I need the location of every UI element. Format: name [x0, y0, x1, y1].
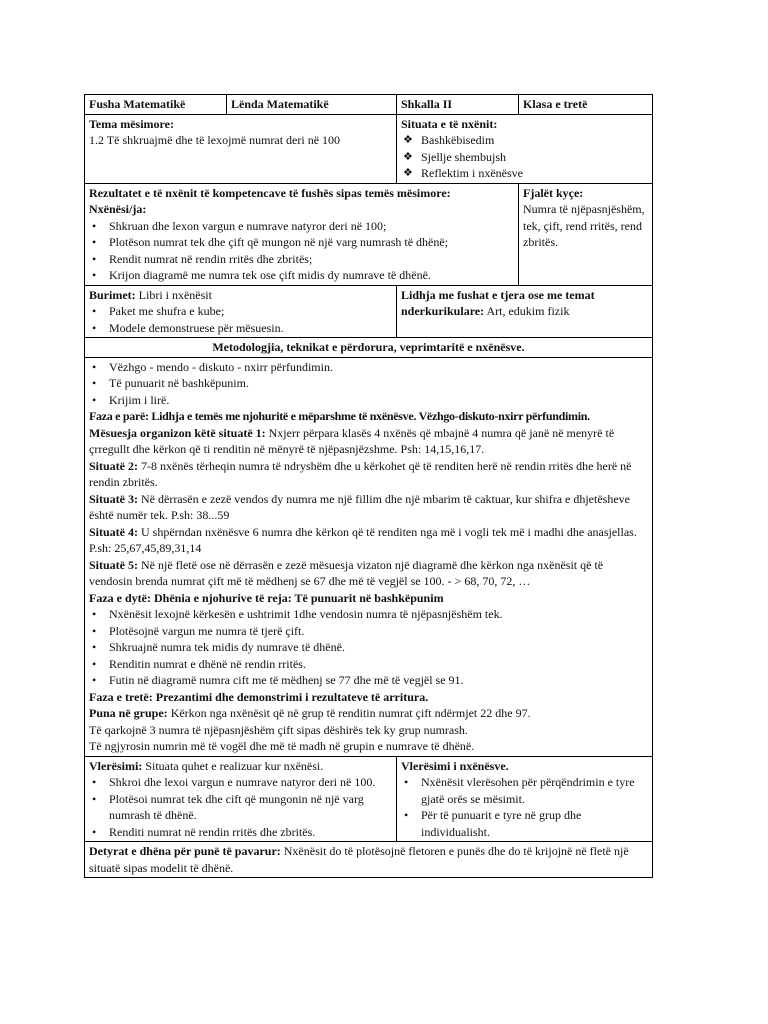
vleresimi-cell: [85, 756, 397, 842]
list-item: • Nxënësit vlerësohen për përqëndrimin e tyre gjatë orës se mësimit.: [401, 774, 648, 807]
list-item: ❖ Sjellje shembujsh: [401, 149, 648, 166]
detyrat-cell: [85, 842, 653, 878]
nxenesi-label: Nxënësi/ja:: [89, 202, 147, 216]
burimet-list: [89, 303, 392, 336]
faza3-line3: Të ngjyrosin numrin më të vogël dhe më të madh në grupin e numrave të dhënë.: [89, 739, 475, 753]
tema-value: 1.2 Të shkruajmë dhe të lexojmë numrat deri në 100: [89, 133, 341, 147]
fusha-cell: Fusha Matematikë: [85, 95, 227, 115]
situata-list: [401, 132, 648, 182]
situata3-text: Në dërrasën e zezë vendos dy numra me një fillim dhe një mbarim të caktuar, kur shifra e dhjetësheve është numër tek. P.sh: 38...59: [89, 491, 630, 522]
tema-cell: [85, 114, 397, 183]
rezultatet-cell: [85, 183, 519, 285]
burimet-cell: [85, 285, 397, 338]
tema-row: [85, 114, 653, 183]
faza1-title: Faza e parë: Lidhja e temës me njohuritë e mëparshme të nxënësve. Vëzhgo-diskuto-nxirr përfundimin.: [89, 409, 590, 423]
vleresimi-nx-label: Vlerësimi i nxënësve.: [401, 758, 509, 773]
faza3-title: Faza e tretë: Prezantimi dhe demonstrimi i rezultateve të arritura.: [89, 689, 429, 704]
burimet-first: Libri i nxënësit: [138, 287, 212, 302]
list-item: • Vëzhgo - mendo - diskuto - nxirr përfundimin.: [89, 359, 648, 376]
situata-label: Situata e të nxënit:: [401, 116, 498, 131]
list-item: • Shkroi dhe lexoi vargun e numrave natyror deri në 100.: [89, 774, 386, 791]
lidhja-cell: [397, 285, 653, 338]
vleresimi-row: [85, 756, 653, 842]
list-item: • Plotësoi numrat tek dhe cift që mungonin në një varg numrash të dhënë.: [89, 791, 386, 824]
klasa-cell: Klasa e tretë: [519, 95, 653, 115]
situata4-label: Situatë 4:: [89, 524, 138, 539]
vleresimi-text: Situata quhet e realizuar kur nxënësi.: [142, 758, 324, 773]
faza2-title: Faza e dytë: Dhënia e njohurive të reja: Të punuarit në bashkëpunim: [89, 590, 444, 605]
situata-cell: [397, 114, 653, 183]
detyrat-row: [85, 842, 653, 878]
rezultatet-row: [85, 183, 653, 285]
situata1-paragraph: [89, 425, 648, 458]
situata1-text: Nxjerr përpara klasës 4 nxënës që mbajnë 4 numra që janë në menyrë të çrregullt dhe kërkon që ti renditin në mënyrë të njëpasnjëzshme. Psh: 14,15,16,17.: [89, 425, 615, 456]
metodologjia-title: Metodologjia, teknikat e përdorura, veprimtaritë e nxënësve.: [85, 338, 653, 358]
lenda-cell: Lënda Matematikë: [227, 95, 397, 115]
situata2-paragraph: [89, 458, 648, 491]
main-body-cell: [85, 357, 653, 756]
situata5-text: Në një fletë ose në dërrasën e zezë mësuesja vizaton një diagramë dhe kërkon nga nxënësit që të vendosin brenda numrat çift më të mëdhenj se 67 dhe më të vegjël se 100. - > 68, 70, 72, …: [89, 557, 604, 588]
list-item: • Nxënësit lexojnë kërkesën e ushtrimit 1dhe vendosin numra të njëpasnjëshëm tek.: [89, 606, 648, 623]
burimet-row: [85, 285, 653, 338]
rezultatet-label: Rezultatet e të nxënit të kompetencave të fushës sipas temës mësimore:: [89, 185, 451, 200]
tema-label: Tema mësimore:: [89, 116, 174, 131]
situata3-paragraph: [89, 491, 648, 524]
list-item: • Modele demonstruese për mësuesin.: [89, 320, 392, 337]
list-item: • Krijim i lirë.: [89, 392, 648, 409]
faza2-list: [89, 606, 648, 689]
list-item: • Paket me shufra e kube;: [89, 303, 392, 320]
lidhja-label: Lidhja me fushat e tjera ose me temat nderkurikulare:: [401, 287, 595, 318]
list-item: • Plotësojnë vargun me numra të tjerë çift.: [89, 623, 648, 640]
fjalet-label: Fjalët kyçe:: [523, 185, 584, 200]
fjalet-cell: [519, 183, 653, 285]
situata2-label: Situatë 2:: [89, 458, 138, 473]
list-item: • Futin në diagramë numra cift me të mëdhenj se 77 dhe më të vegjël se 91.: [89, 672, 648, 689]
detyrat-text: Nxënësit do të plotësojnë fletoren e punës dhe do të krijojnë në fletë një situatë sipas modelit të dhënë.: [89, 844, 629, 875]
burimet-label: Burimet:: [89, 287, 136, 302]
list-item: ❖ Bashkëbisedim: [401, 132, 648, 149]
situata4-paragraph: [89, 524, 648, 557]
list-item: • Për të punuarit e tyre në grup dhe individualisht.: [401, 807, 648, 840]
rezultatet-list: [89, 218, 514, 284]
lesson-plan-table: [84, 94, 653, 878]
vleresimi-nx-list: [401, 774, 648, 840]
list-item: • Renditin numrat e dhënë në rendin rritës.: [89, 656, 648, 673]
list-item: • Plotëson numrat tek dhe çift që mungon në një varg numrash të dhënë;: [89, 234, 514, 251]
list-item: • Krijon diagramë me numra tek ose çift midis dy numrave të dhënë.: [89, 267, 514, 284]
lesson-plan-page: [84, 94, 652, 878]
main-body-row: [85, 357, 653, 756]
metodologjia-title-row: [85, 338, 653, 358]
list-item: • Shkruajnë numra tek midis dy numrave të dhënë.: [89, 639, 648, 656]
situata5-label: Situatë 5:: [89, 557, 138, 572]
situata2-text: 7-8 nxënës tërheqin numra të ndryshëm dhe u kërkohet që të renditen herë në rendin rritës dhe herë në rendin zbritës.: [89, 458, 632, 489]
puna-label: Puna në grupe:: [89, 706, 168, 720]
fjalet-value: Numra të njëpasnjëshëm, tek, çift, rend rritës, rend zbritës.: [523, 202, 645, 249]
vleresimi-label: Vlerësimi:: [89, 758, 143, 773]
faza3-line2: Të qarkojnë 3 numra të njëpasnjëshëm çift sipas dëshirës tek ky grup numrash.: [89, 722, 468, 737]
metodologjia-list: [89, 359, 648, 409]
situata4-text: U shpërndan nxënësve 6 numra dhe kërkon që të renditen nga më i vogli tek më i madhi dhe anasjellas. P.sh: 25,67,45,89,31,14: [89, 524, 637, 555]
list-item: • Të punuarit në bashkëpunim.: [89, 375, 648, 392]
list-item: • Rendit numrat në rendin rritës dhe zbritës;: [89, 251, 514, 268]
vleresimi-list: [89, 774, 386, 840]
puna-text: Kërkon nga nxënësit që në grup të renditin numrat çift ndërmjet 22 dhe 97.: [167, 706, 531, 720]
situata1-label: Mësuesja organizon këtë situatë 1:: [89, 425, 266, 440]
list-item: ❖ Reflektim i nxënësve: [401, 165, 648, 182]
puna-paragraph: [89, 705, 648, 722]
detyrat-label: Detyrat e dhëna për punë të pavarur:: [89, 844, 281, 858]
situata3-label: Situatë 3:: [89, 491, 138, 506]
situata5-paragraph: [89, 557, 648, 590]
shkalla-cell: Shkalla II: [397, 95, 519, 115]
list-item: • Renditi numrat në rendin rritës dhe zbritës.: [89, 824, 386, 841]
header-row: [85, 95, 653, 115]
vleresimi-nxenesve-cell: [397, 756, 653, 842]
lidhja-value: Art, edukim fizik: [484, 304, 570, 318]
list-item: • Shkruan dhe lexon vargun e numrave natyror deri në 100;: [89, 218, 514, 235]
burimet-line: [89, 287, 392, 304]
